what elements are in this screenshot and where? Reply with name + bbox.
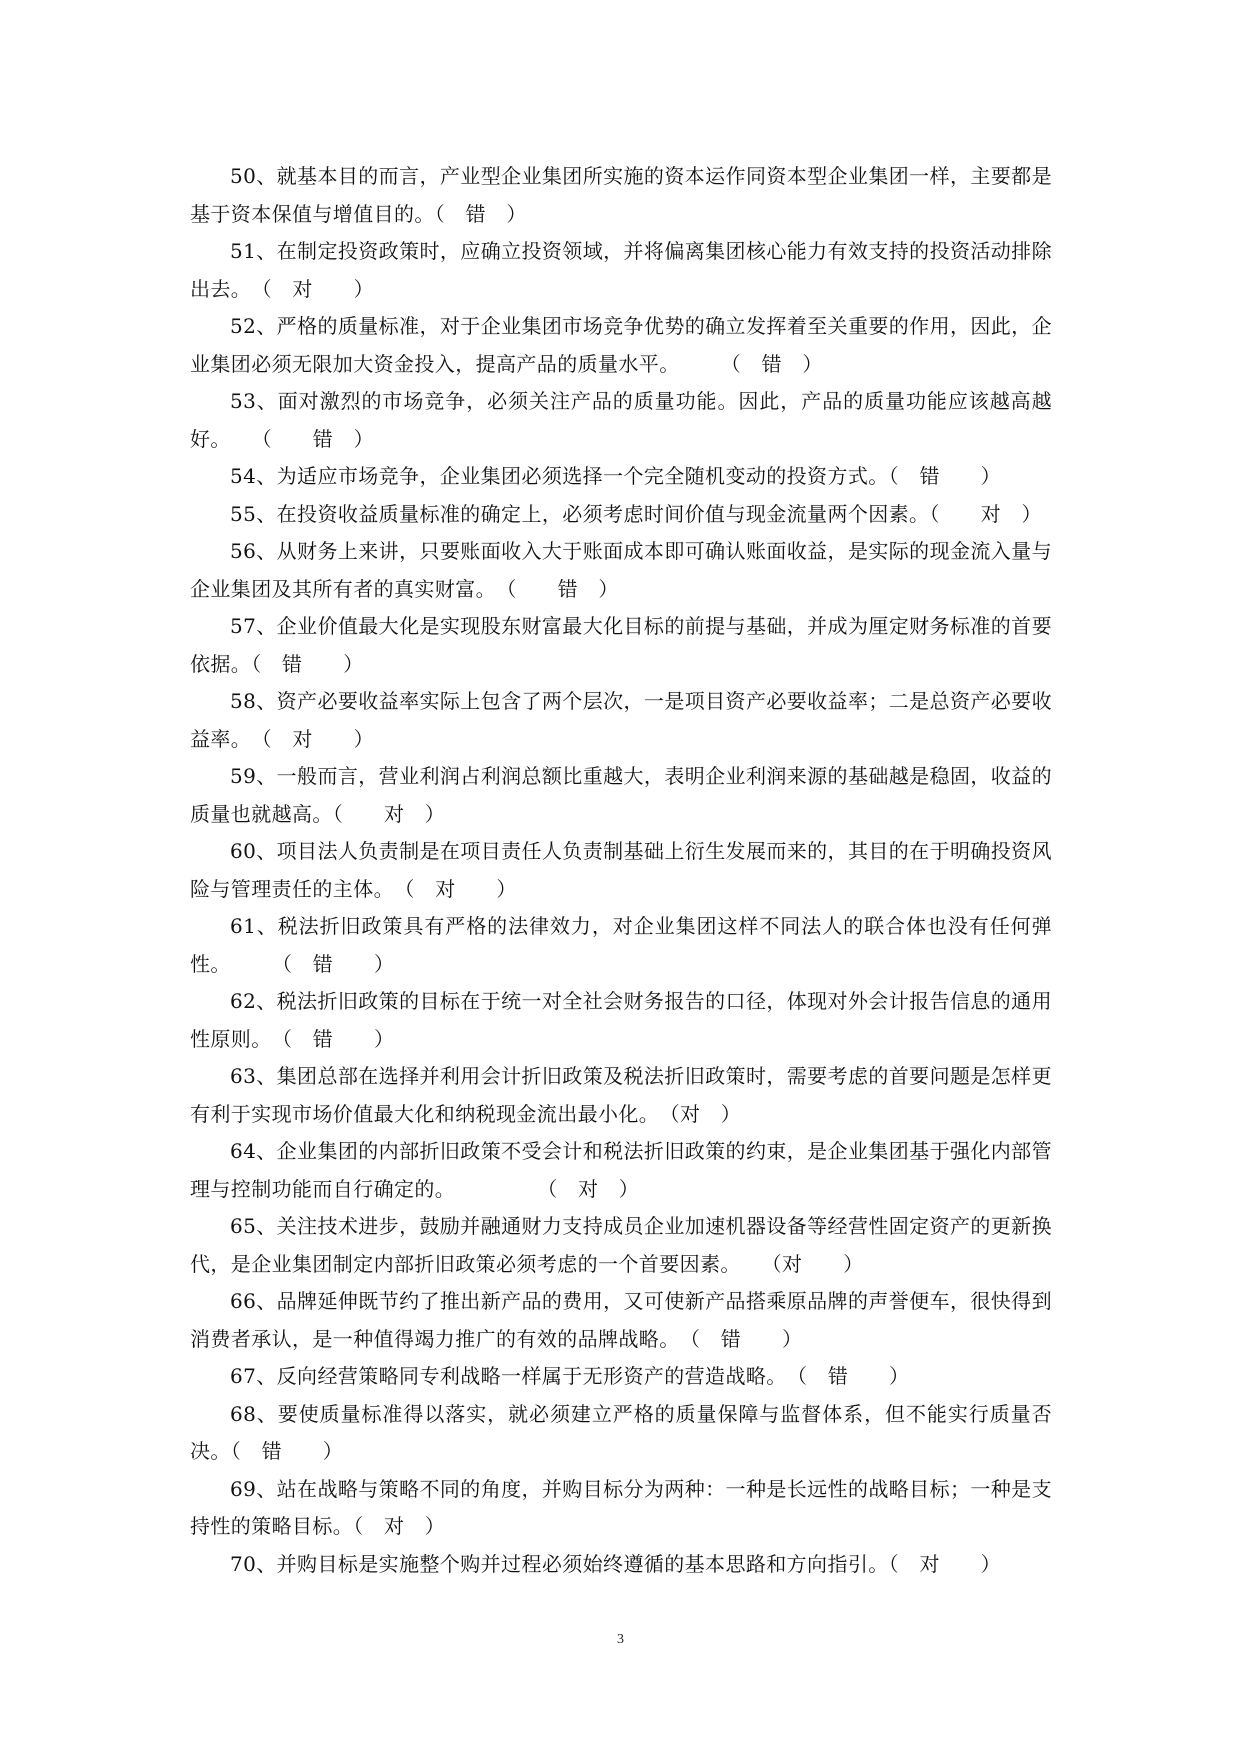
question-item-55: 55、在投资收益质量标准的确定上，必须考虑时间价值与现金流量两个因素。（ 对 ）	[230, 501, 1042, 526]
question-item-69: 69、站在战略与策略不同的角度，并购目标分为两种：一种是长远性的战略目标；一种是支持性的策略目标。（ 对 ）	[190, 1476, 1052, 1538]
question-item-68: 68、要使质量标准得以落实，就必须建立严格的质量保障与监督体系，但不能实行质量否决。（ 错 ）	[190, 1401, 1052, 1463]
question-item-60: 60、项目法人负责制是在项目责任人负责制基础上衍生发展而来的，其目的在于明确投资风险与管理责任的主体。 （ 对 ）	[190, 839, 1052, 901]
question-item-50: 50、就基本目的而言，产业型企业集团所实施的资本运作同资本型企业集团一样，主要都是基于资本保值与增值目的。（ 错 ）	[190, 164, 1052, 226]
question-item-64: 64、企业集团的内部折旧政策不受会计和税法折旧政策的约束，是企业集团基于强化内部管理与控制功能而自行确定的。 （ 对 ）	[190, 1139, 1052, 1201]
question-item-56: 56、从财务上来讲，只要账面收入大于账面成本即可确认账面收益，是实际的现金流入量与企业集团及其所有者的真实财富。 （ 错 ）	[190, 539, 1052, 601]
question-item-66: 66、品牌延伸既节约了推出新产品的费用，又可使新产品搭乘原品牌的声誉便车，很快得到消费者承认，是一种值得竭力推广的有效的品牌战略。 （ 错 ）	[190, 1289, 1052, 1351]
question-item-53: 53、面对激烈的市场竞争，必须关注产品的质量功能。因此，产品的质量功能应该越高越好。 （ 错 ）	[190, 389, 1052, 451]
question-item-65: 65、关注技术进步，鼓励并融通财力支持成员企业加速机器设备等经营性固定资产的更新换代，是企业集团制定内部折旧政策必须考虑的一个首要因素。 （对 ）	[190, 1214, 1052, 1276]
question-item-58: 58、资产必要收益率实际上包含了两个层次，一是项目资产必要收益率；二是总资产必要收益率。 （ 对 ）	[190, 689, 1052, 751]
question-item-61: 61、税法折旧政策具有严格的法律效力，对企业集团这样不同法人的联合体也没有任何弹性。 （ 错 ）	[190, 914, 1052, 976]
question-item-59: 59、一般而言，营业利润占利润总额比重越大，表明企业利润来源的基础越是稳固，收益的质量也就越高。（ 对 ）	[190, 764, 1052, 826]
question-item-51: 51、在制定投资政策时，应确立投资领域，并将偏离集团核心能力有效支持的投资活动排除出去。 （ 对 ）	[190, 239, 1052, 301]
question-item-67: 67、反向经营策略同专利战略一样属于无形资产的营造战略。 （ 错 ）	[230, 1364, 910, 1388]
question-item-57: 57、企业价值最大化是实现股东财富最大化目标的前提与基础，并成为厘定财务标准的首要依据。（ 错 ）	[190, 614, 1052, 676]
question-item-54: 54、为适应市场竞争，企业集团必须选择一个完全随机变动的投资方式。（ 错 ）	[230, 464, 1002, 488]
question-item-62: 62、税法折旧政策的目标在于统一对全社会财务报告的口径，体现对外会计报告信息的通用性原则。 （ 错 ）	[190, 989, 1052, 1051]
question-item-63: 63、集团总部在选择并利用会计折旧政策及税法折旧政策时，需要考虑的首要问题是怎样更有利于实现市场价值最大化和纳税现金流出最小化。 （对 ）	[190, 1064, 1052, 1126]
question-item-70: 70、并购目标是实施整个购并过程必须始终遵循的基本思路和方向指引。（ 对 ）	[230, 1551, 1002, 1576]
page-number: 3	[617, 1632, 624, 1647]
question-item-52: 52、严格的质量标准，对于企业集团市场竞争优势的确立发挥着至关重要的作用，因此，企业集团必须无限加大资金投入，提高产品的质量水平。 （ 错 ）	[190, 314, 1052, 376]
question-list	[190, 158, 1052, 1583]
